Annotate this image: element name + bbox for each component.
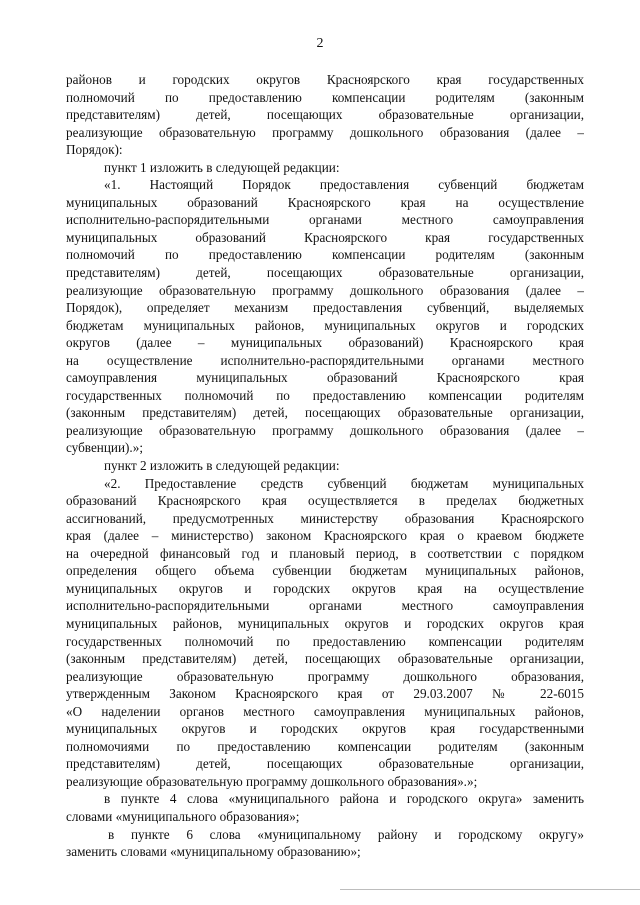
- text-line: образований Красноярского края осуществляется в пределах бюджетных: [66, 493, 584, 509]
- text-line: округов (далее – муниципальных образований) Красноярского края: [66, 335, 584, 351]
- document-body: [66, 71, 584, 861]
- text-line: реализующие образовательную программу дошкольного образования (далее –: [66, 282, 584, 298]
- text-line: муниципальных районов, муниципальных округов и городских округов края: [66, 615, 584, 631]
- text-line: Порядок):: [66, 142, 123, 158]
- text-line: полномочий по предоставлению компенсации родителям (законным: [66, 89, 584, 105]
- text-line: на очередной финансовый год и плановый период, в соответствии с порядком: [66, 545, 584, 561]
- text-line: полномочий по предоставлению компенсации родителям (законным: [66, 247, 584, 263]
- text-line: районов и городских округов Красноярского края государственных: [66, 72, 584, 87]
- text-line: «О наделении органов местного самоуправления муниципальных районов,: [66, 703, 584, 719]
- text-line: представителям) детей, посещающих образовательные организации,: [66, 107, 584, 123]
- text-line: представителям) детей, посещающих образовательные организации,: [66, 756, 584, 772]
- text-line: субвенции).»;: [66, 440, 143, 456]
- text-line: края (далее – министерство) законом Красноярского края о краевом бюджете: [66, 528, 584, 544]
- text-line: муниципальных округов и городских округов края государственными: [66, 721, 584, 737]
- text-line: реализующие образовательную программу дошкольного образования».»;: [66, 773, 478, 789]
- text-line: государственных полномочий по предоставлению компенсации родителям: [66, 633, 584, 649]
- text-line: утвержденным Законом Красноярского края от 29.03.2007 № 22-6015: [66, 686, 584, 702]
- text-line: заменить словами «муниципальному образованию»;: [66, 844, 361, 860]
- text-line: бюджетам муниципальных районов, муниципальных округов и городских: [66, 317, 584, 333]
- text-line: пункт 1 изложить в следующей редакции:: [104, 159, 340, 175]
- text-line: в пункте 6 слова «муниципальному району и городскому округу»: [108, 826, 584, 842]
- text-line: муниципальных образований Красноярского края на осуществление: [66, 194, 584, 210]
- text-line: реализующие образовательную программу дошкольного образования (далее –: [66, 124, 584, 140]
- text-line: самоуправления муниципальных образований Красноярского края: [66, 370, 584, 386]
- text-line: полномочиями по предоставлению компенсации родителям (законным: [66, 738, 584, 754]
- text-line: государственных полномочий по предоставлению компенсации родителям: [66, 387, 584, 403]
- text-line: муниципальных округов и городских округов края на осуществление: [66, 580, 584, 596]
- scan-edge-line: [340, 889, 640, 890]
- text-line: исполнительно-распорядительными органами местного самоуправления: [66, 212, 584, 228]
- text-line: «1. Настоящий Порядок предоставления субвенций бюджетам: [104, 177, 584, 193]
- text-line: на осуществление исполнительно-распорядительными органами местного: [66, 352, 584, 368]
- text-line: определения общего объема субвенции бюджетам муниципальных районов,: [66, 563, 584, 579]
- text-line: представителям) детей, посещающих образовательные организации,: [66, 265, 584, 281]
- text-line: в пункте 4 слова «муниципального района и городского округа» заменить: [104, 791, 584, 807]
- text-line: исполнительно-распорядительными органами местного самоуправления: [66, 598, 584, 614]
- text-line: муниципальных образований Красноярского края государственных: [66, 229, 584, 245]
- text-line: (законным представителям) детей, посещающих образовательные организации,: [66, 651, 584, 667]
- page-number: 2: [316, 36, 324, 51]
- text-line: реализующие образовательную программу дошкольного образования,: [66, 668, 584, 684]
- text-line: ассигнований, предусмотренных министерству образования Красноярского: [66, 510, 584, 526]
- text-line: Порядок), определяет механизм предоставления субвенций, выделяемых: [66, 300, 584, 316]
- text-line: (законным представителям) детей, посещающих образовательные организации,: [66, 405, 584, 421]
- text-line: словами «муниципального образования»;: [66, 808, 300, 824]
- text-line: пункт 2 изложить в следующей редакции:: [104, 458, 340, 474]
- text-line: «2. Предоставление средств субвенций бюджетам муниципальных: [104, 475, 584, 491]
- text-line: реализующие образовательную программу дошкольного образования (далее –: [66, 422, 584, 438]
